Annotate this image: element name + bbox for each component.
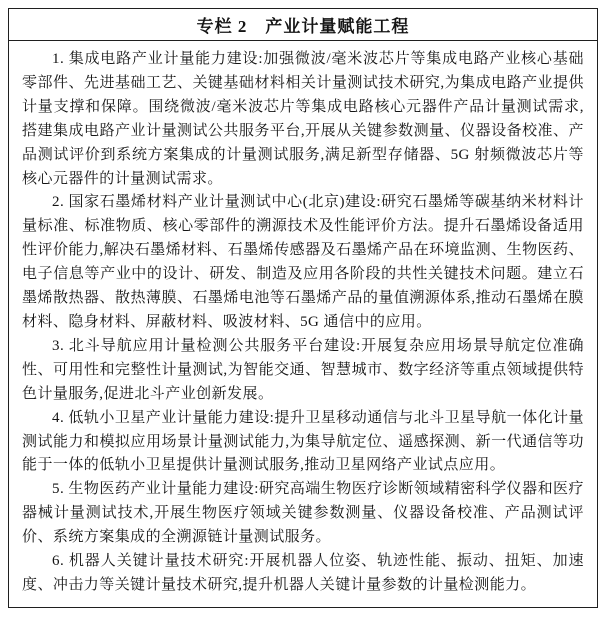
paragraph-integrated-circuit: 1. 集成电路产业计量能力建设:加强微波/毫米波芯片等集成电路产业核心基础零部件、先进基础工艺、关键基础材料相关计量测试技术研究,为集成电路产业提供计量支撑和保障。围绕微波/毫米波芯片等集成电路核心元器件产品计量测试需求,搭建集成电路产业计量测试公共服务平台,开展从关键参数测量、仪器设备校准、产品测试评价到系统方案集成的计量测试服务,满足新型存储器、5G 射频微波芯片等核心元器件的计量测试需求。 — [22, 51, 584, 187]
column-panel — [8, 8, 598, 608]
paragraph-graphene-center: 2. 国家石墨烯材料产业计量测试中心(北京)建设:研究石墨烯等碳基纳米材料计量标准、标准物质、核心零部件的溯源技术及性能评价方法。提升石墨烯设备适用性评价能力,解决石墨烯材料、石墨烯传感器及石墨烯产品在环境监测、生物医药、电子信息等产业中的设计、研发、制造及应用各阶段的共性关键技术问题。建立石墨烯散热器、散热薄膜、石墨烯电池等石墨烯产品的量值溯源体系,推动石墨烯在膜材料、隐身材料、屏蔽材料、吸波材料、5G 通信中的应用。 — [22, 194, 584, 330]
panel-title: 专栏 2 产业计量赋能工程 — [196, 17, 410, 36]
paragraph-beidou-navigation: 3. 北斗导航应用计量检测公共服务平台建设:开展复杂应用场景导航定位准确性、可用性和完整性计量测试,为智能交通、智慧城市、数字经济等重点领域提供特色计量服务,促进北斗产业创新发展。 — [22, 337, 584, 402]
panel-title-bar — [9, 9, 597, 41]
panel-body — [9, 41, 597, 607]
paragraph-biomedicine: 5. 生物医药产业计量能力建设:研究高端生物医疗诊断领域精密科学仪器和医疗器械计量测试技术,开展生物医疗领域关键参数测量、仪器设备校准、产品测试评价、系统方案集成的全溯源链计量测试服务。 — [22, 481, 584, 546]
paragraph-leo-satellite: 4. 低轨小卫星产业计量能力建设:提升卫星移动通信与北斗卫星导航一体化计量测试能力和模拟应用场景计量测试能力,为集导航定位、遥感探测、新一代通信等功能于一体的低轨小卫星提供计量测试服务,推动卫星网络产业试点应用。 — [22, 409, 584, 474]
paragraph-robotics: 6. 机器人关键计量技术研究:开展机器人位姿、轨迹性能、振动、扭矩、加速度、冲击力等关键计量技术研究,提升机器人关键计量参数的计量检测能力。 — [22, 553, 584, 593]
